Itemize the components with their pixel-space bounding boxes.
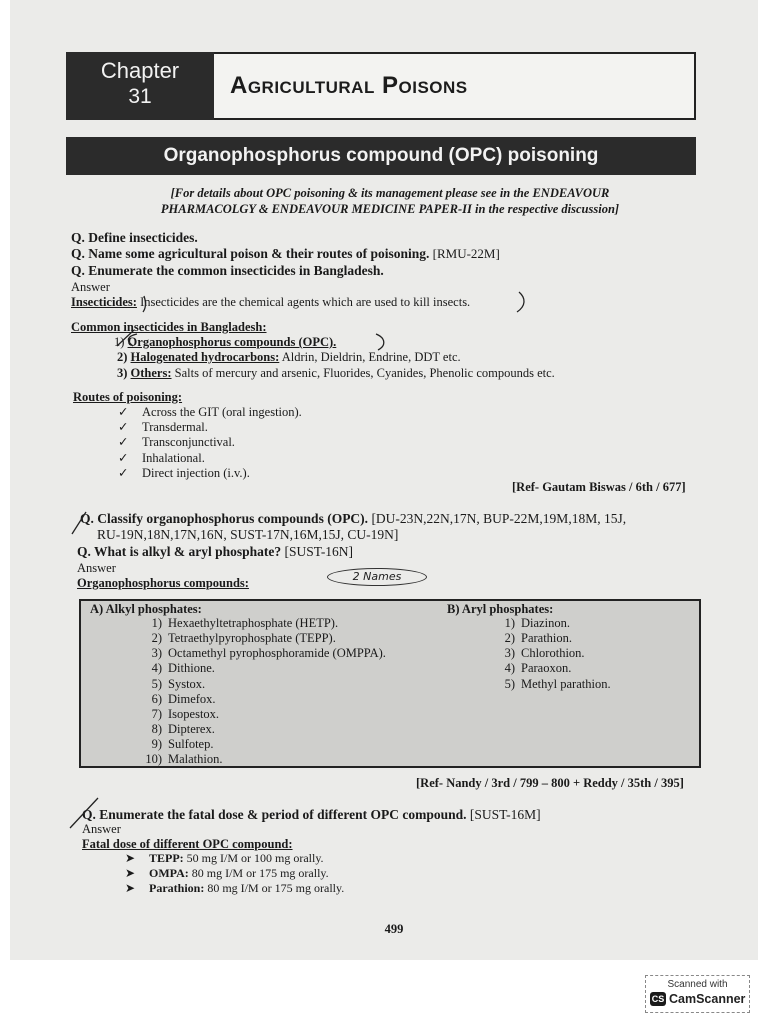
fatal-dose-item bbox=[125, 866, 329, 881]
aryl-item: 3) Chlorothion. bbox=[504, 646, 585, 660]
chapter-label bbox=[66, 52, 214, 120]
question-alkyl-aryl bbox=[77, 544, 353, 560]
item-text: Isopestox. bbox=[168, 707, 220, 721]
question-text: Q. Name some agricultural poison & their routes of poisoning. bbox=[71, 246, 430, 261]
common-insecticides-heading: Common insecticides in Bangladesh: bbox=[71, 320, 267, 334]
question-ref-continued: RU-19N,18N,17N,16N, SUST-17N,16M,15J, CU-19N] bbox=[97, 527, 399, 542]
page-number: 499 bbox=[384, 922, 404, 936]
common-item-1 bbox=[114, 335, 336, 350]
compound-name: TEPP: bbox=[149, 851, 184, 865]
routes-heading: Routes of poisoning: bbox=[73, 390, 183, 404]
definition-term: Insecticides: bbox=[71, 295, 137, 309]
route-item bbox=[118, 419, 208, 435]
item-text: Dipterex. bbox=[168, 722, 215, 736]
item-text: Sulfotep. bbox=[168, 737, 214, 751]
check-icon: ✓ bbox=[118, 465, 129, 480]
handwritten-note: 2 Names bbox=[327, 568, 427, 586]
chapter-title: Agricultural Poisons bbox=[230, 72, 468, 99]
camscanner-watermark bbox=[645, 975, 750, 1013]
alkyl-item: 5) Systox. bbox=[151, 677, 206, 691]
question-ref: [SUST-16N] bbox=[281, 544, 354, 559]
item-text: Systox. bbox=[168, 677, 206, 691]
item-text: Methyl parathion. bbox=[521, 677, 611, 691]
alkyl-item: 10) Malathion. bbox=[145, 752, 223, 766]
reference-note-line-1: [For details about OPC poisoning & its management please see in the ENDEAVOUR bbox=[170, 186, 610, 200]
question-ref: [RMU-22M] bbox=[429, 246, 500, 261]
route-item bbox=[118, 434, 235, 450]
item-text: Aldrin, Dieldrin, Endrine, DDT etc. bbox=[279, 350, 461, 364]
opc-heading: Organophosphorus compounds: bbox=[77, 576, 249, 590]
alkyl-item: 3) Octamethyl pyrophosphoramide (OMPPA). bbox=[151, 646, 386, 660]
alkyl-item: 7) Isopestox. bbox=[151, 707, 220, 721]
question-classify-opc bbox=[80, 511, 626, 527]
arrow-bullet-icon: ➤ bbox=[125, 881, 136, 895]
dose-text: 80 mg I/M or 175 mg orally. bbox=[204, 881, 345, 895]
definition-text: Insecticides are the chemical agents which are used to kill insects. bbox=[136, 295, 471, 309]
reference-note-line-2: PHARMACOLGY & ENDEAVOUR MEDICINE PAPER-II in the respective discussion] bbox=[160, 202, 620, 216]
item-text: Hexaethyltetraphosphate (HETP). bbox=[168, 616, 339, 630]
chapter-word: Chapter bbox=[100, 58, 180, 83]
dose-text: 50 mg I/M or 100 mg orally. bbox=[183, 851, 324, 865]
route-text: Transconjunctival. bbox=[142, 435, 235, 449]
question-text: Q. What is alkyl & aryl phosphate? bbox=[77, 544, 282, 559]
item-label: Halogenated hydrocarbons: bbox=[130, 350, 280, 364]
route-text: Transdermal. bbox=[142, 420, 208, 434]
dose-text: 80 mg I/M or 175 mg orally. bbox=[188, 866, 329, 880]
definition-line bbox=[71, 295, 470, 310]
fatal-dose-heading: Fatal dose of different OPC compound: bbox=[82, 837, 293, 851]
item-number: 1) bbox=[114, 335, 125, 349]
question-text: Q. Enumerate the fatal dose & period of different OPC compound. bbox=[82, 807, 467, 822]
aryl-item: 4) Paraoxon. bbox=[504, 661, 572, 675]
item-label: Others: bbox=[130, 366, 172, 380]
aryl-item: 5) Methyl parathion. bbox=[504, 677, 611, 691]
item-label: Organophosphorus compounds (OPC). bbox=[127, 335, 337, 349]
question-common-insecticides: Q. Enumerate the common insecticides in Bangladesh. bbox=[71, 263, 384, 278]
aryl-item: 1) Diazinon. bbox=[504, 616, 570, 630]
alkyl-item: 4) Dithione. bbox=[151, 661, 215, 675]
item-text: Salts of mercury and arsenic, Fluorides, Cyanides, Phenolic compounds etc. bbox=[171, 366, 555, 380]
question-agricultural-poison bbox=[71, 246, 500, 262]
scanned-with-text: Scanned with bbox=[667, 979, 728, 990]
compound-name: Parathion: bbox=[149, 881, 205, 895]
aryl-heading: B) Aryl phosphates: bbox=[447, 602, 554, 616]
alkyl-item: 9) Sulfotep. bbox=[151, 737, 214, 751]
arrow-bullet-icon: ➤ bbox=[125, 851, 136, 865]
item-number: 3) bbox=[117, 366, 128, 380]
question-ref: [DU-23N,22N,17N, BUP-22M,19M,18M, 15J, bbox=[368, 511, 627, 526]
check-icon: ✓ bbox=[118, 450, 129, 465]
item-text: Diazinon. bbox=[521, 616, 570, 630]
route-text: Inhalational. bbox=[142, 451, 205, 465]
fatal-dose-item bbox=[125, 851, 324, 866]
common-item-3 bbox=[117, 366, 555, 381]
item-text: Dimefox. bbox=[168, 692, 216, 706]
arrow-bullet-icon: ➤ bbox=[125, 866, 136, 880]
question-text: Q. Classify organophosphorus compounds (OPC). bbox=[80, 511, 369, 526]
reference-nandy-reddy: [Ref- Nandy / 3rd / 799 – 800 + Reddy / 35th / 395] bbox=[416, 776, 684, 790]
route-text: Direct injection (i.v.). bbox=[142, 466, 250, 480]
alkyl-item: 6) Dimefox. bbox=[151, 692, 216, 706]
route-item bbox=[118, 465, 250, 481]
item-text: Chlorothion. bbox=[521, 646, 585, 660]
route-item bbox=[118, 404, 302, 420]
aryl-item: 2) Parathion. bbox=[504, 631, 573, 645]
answer-label: Answer bbox=[77, 561, 116, 575]
section-title: Organophosphorus compound (OPC) poisoning bbox=[66, 137, 696, 175]
reference-gautam-biswas: [Ref- Gautam Biswas / 6th / 677] bbox=[512, 480, 686, 494]
check-icon: ✓ bbox=[118, 434, 129, 449]
brand-text: CamScanner bbox=[669, 992, 746, 1006]
fatal-dose-item bbox=[125, 881, 344, 896]
answer-label: Answer bbox=[71, 280, 110, 294]
question-define-insecticides: Q. Define insecticides. bbox=[71, 230, 198, 245]
alkyl-item: 1) Hexaethyltetraphosphate (HETP). bbox=[151, 616, 339, 630]
chapter-number: 31 bbox=[128, 85, 152, 108]
camscanner-logo-icon: CS bbox=[651, 994, 665, 1004]
alkyl-item: 8) Dipterex. bbox=[151, 722, 215, 736]
item-text: Tetraethylpyrophosphate (TEPP). bbox=[168, 631, 336, 645]
answer-label: Answer bbox=[82, 822, 121, 836]
item-text: Malathion. bbox=[168, 752, 223, 766]
alkyl-heading: A) Alkyl phosphates: bbox=[90, 602, 202, 616]
common-item-2 bbox=[117, 350, 461, 365]
check-icon: ✓ bbox=[118, 419, 129, 434]
item-text: Octamethyl pyrophosphoramide (OMPPA). bbox=[168, 646, 386, 660]
item-number: 2) bbox=[117, 350, 128, 364]
route-text: Across the GIT (oral ingestion). bbox=[142, 405, 302, 419]
camscanner-brand bbox=[650, 992, 749, 1006]
question-ref: [SUST-16M] bbox=[466, 807, 541, 822]
item-text: Paraoxon. bbox=[521, 661, 572, 675]
check-icon: ✓ bbox=[118, 404, 129, 419]
item-text: Dithione. bbox=[168, 661, 215, 675]
alkyl-item: 2) Tetraethylpyrophosphate (TEPP). bbox=[151, 631, 336, 645]
route-item bbox=[118, 450, 205, 466]
question-fatal-dose bbox=[82, 807, 541, 823]
item-text: Parathion. bbox=[521, 631, 573, 645]
compound-name: OMPA: bbox=[149, 866, 189, 880]
